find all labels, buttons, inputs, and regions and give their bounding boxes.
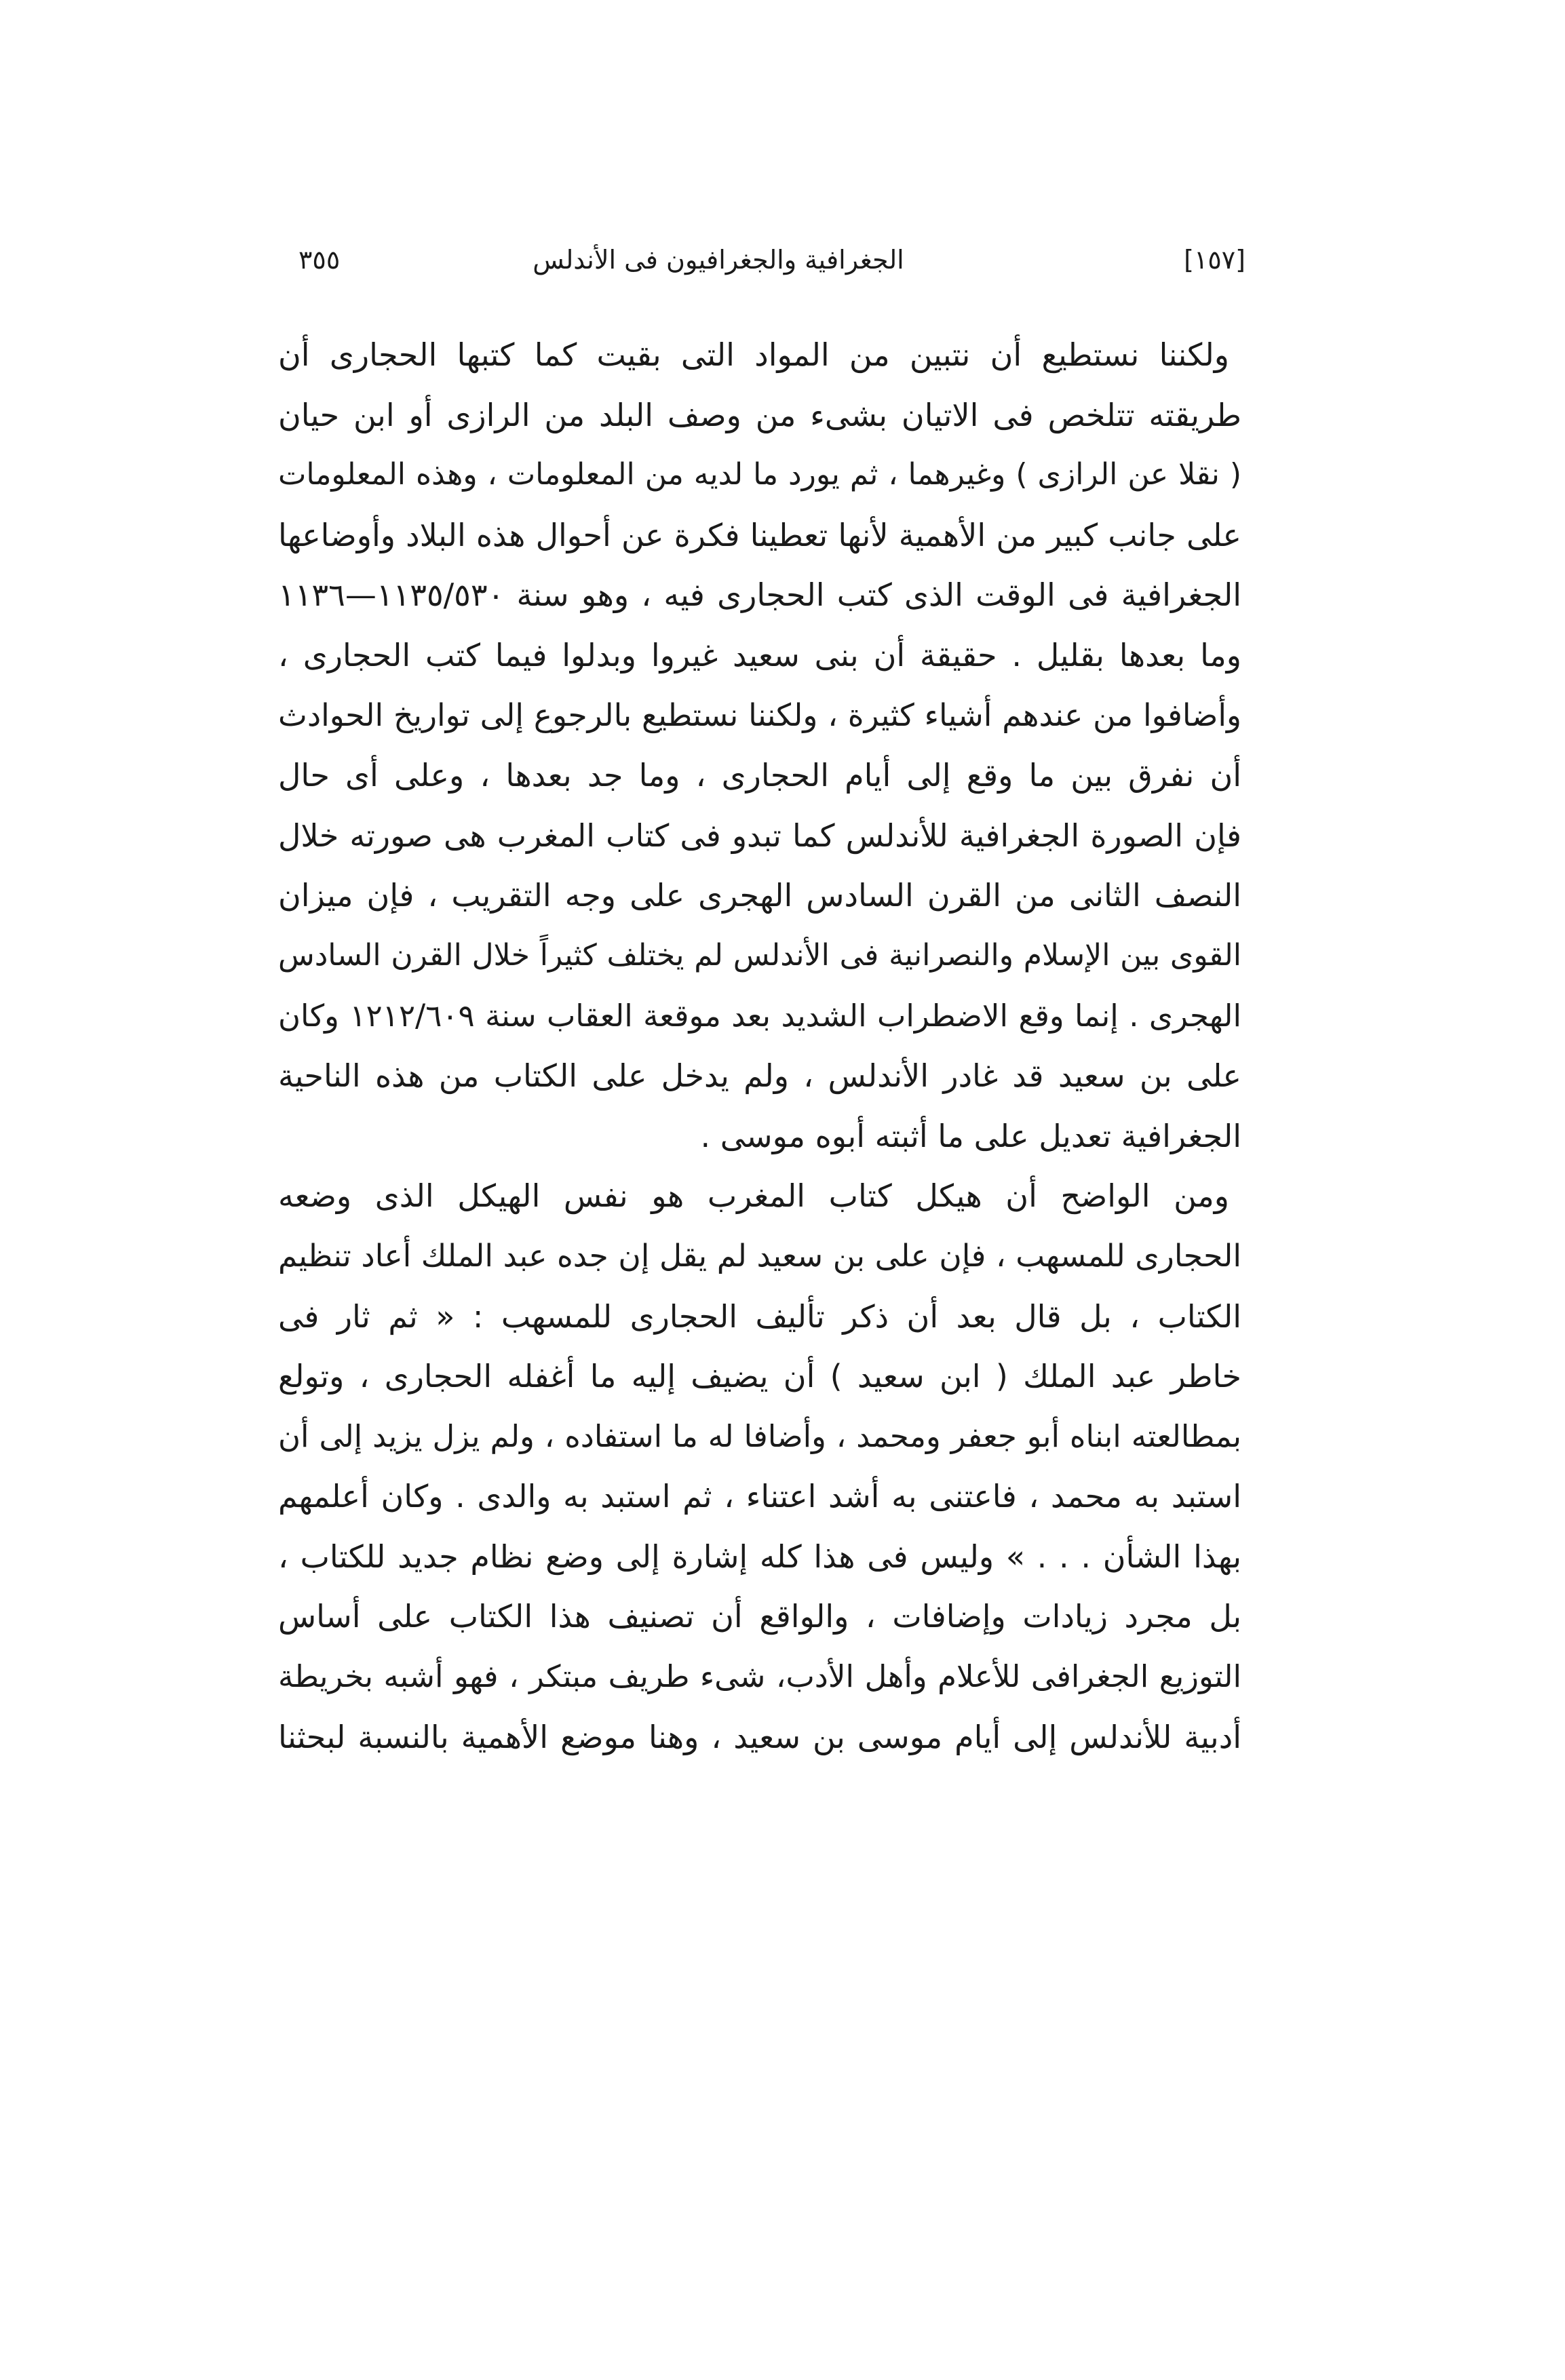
paragraph-2 [278,1166,1241,1767]
text-line: بمطالعته ابناه أبو جعفر ومحمد ، وأضافا له ما استفاده ، ولم يزل يزيد إلى أن [278,1418,1241,1454]
text-line: خاطر عبد الملك ( ابن سعيد ) أن يضيف إليه ما أغفله الحجارى ، وتولع [278,1358,1241,1395]
text-line: وما بعدها بقليل . حقيقة أن بنى سعيد غيروا وبدلوا فيما كتب الحجارى ، [278,636,1241,674]
text-line: ومن الواضح أن هيكل كتاب المغرب هو نفس الهيكل الذى وضعه [278,1177,1229,1215]
text-line: أن نفرق بين ما وقع إلى أيام الحجارى ، وما جد بعدها ، وعلى أى حال [278,757,1241,794]
text-line: ولكننا نستطيع أن نتبين من المواد التى بقيت كما كتبها الحجارى أن [278,336,1229,373]
section-number: [١٥٧] [1184,245,1245,275]
text-line: فإن الصورة الجغرافية للأندلس كما تبدو فى كتاب المغرب هى صورته خلال [278,817,1241,854]
text-line: ( نقلا عن الرازى ) وغيرهما ، ثم يورد ما لديه من المعلومات ، وهذه المعلومات [278,457,1241,492]
text-line: على جانب كبير من الأهمية لأنها تعطينا فكرة عن أحوال هذه البلاد وأوضاعها [278,516,1241,553]
body-text [278,325,1241,1767]
text-line: على بن سعيد قد غادر الأندلس ، ولم يدخل على الكتاب من هذه الناحية [278,1057,1241,1095]
text-line: أدبية للأندلس إلى أيام موسى بن سعيد ، وهنا موضع الأهمية بالنسبة لبحثنا [278,1718,1241,1755]
text-line: الهجرى . إنما وقع الاضطراب الشديد بعد موقعة العقاب سنة ٦٠٩‏/‏١٢١٢ وكان [278,997,1241,1034]
text-line: النصف الثانى من القرن السادس الهجرى على وجه التقريب ، فإن ميزان [278,877,1241,914]
text-line: الحجارى للمسهب ، فإن على بن سعيد لم يقل إن جده عبد الملك أعاد تنظيم [278,1237,1241,1274]
text-line: بل مجرد زيادات وإضافات ، والواقع أن تصنيف هذا الكتاب على أساس [278,1598,1241,1635]
paragraph-1 [278,325,1241,1166]
text-line: الجغرافية تعديل على ما أثبته أبوه موسى . [700,1117,1241,1154]
text-line: وأضافوا من عندهم أشياء كثيرة ، ولكننا نستطيع بالرجوع إلى تواريخ الحوادث [278,697,1241,733]
text-line: التوزيع الجغرافى للأعلام وأهل الأدب، شىء طريف مبتكر ، فهو أشبه بخريطة [278,1658,1241,1695]
text-line: بهذا الشأن . . . » وليس فى هذا كله إشارة إلى وضع نظام جديد للكتاب ، [278,1538,1241,1575]
text-line: طريقته تتلخص فى الاتيان بشىء من وصف البلد من الرازى أو ابن حيان [278,396,1241,433]
running-title: الجغرافية والجغرافيون فى الأندلس [533,245,904,275]
text-line: استبد به محمد ، فاعتنى به أشد اعتناء ، ثم استبد به والدى . وكان أعلمهم [278,1478,1241,1515]
text-line: الجغرافية فى الوقت الذى كتب الحجارى فيه ، وهو سنة ٥٣٠‏/‏١١٣٥—١١٣٦ [278,577,1241,614]
text-line: القوى بين الإسلام والنصرانية فى الأندلس لم يختلف كثيراً خلال القرن السادس [278,937,1241,973]
page-number: ٣٥٥ [298,245,341,275]
text-line: الكتاب ، بل قال بعد أن ذكر تأليف الحجارى للمسهب : « ثم ثار فى [278,1298,1241,1335]
